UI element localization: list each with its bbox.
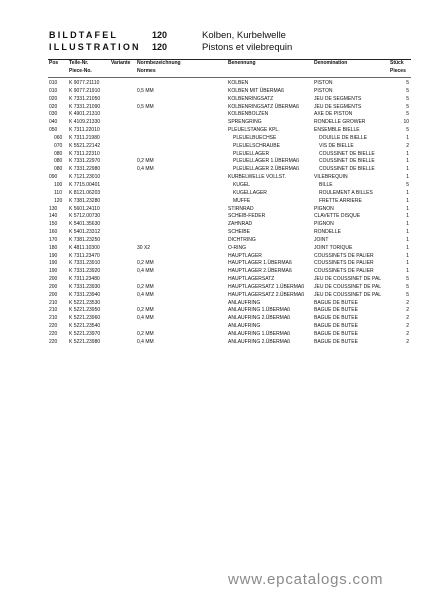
col-header-normes: Normes bbox=[137, 68, 156, 74]
table-row bbox=[0, 268, 425, 276]
cell-part-number: K 7331.23930 bbox=[69, 283, 101, 290]
cell-part-number: K 4811.10300 bbox=[69, 244, 100, 251]
cell-norm: 0,5 MM bbox=[137, 87, 154, 94]
cell-pos: 200 bbox=[49, 283, 58, 290]
cell-part-number: K 7311.23480 bbox=[69, 276, 100, 283]
cell-pos: 200 bbox=[49, 276, 58, 283]
cell-benennung: STIRNRAD bbox=[228, 205, 254, 212]
cell-part-number: K 7381.23250 bbox=[69, 236, 101, 243]
cell-denomination: JEU DE SEGMENTS bbox=[314, 103, 362, 110]
cell-denomination: COUSSINETS DE PALIER bbox=[314, 260, 374, 267]
cell-pos: 080 bbox=[54, 158, 63, 165]
cell-benennung: PLEUELSCHRAUBE bbox=[233, 142, 280, 149]
cell-denomination: VIS DE BIELLE bbox=[319, 142, 354, 149]
watermark-url: www.epcatalogs.com bbox=[228, 571, 384, 588]
cell-norm: 0,2 MM bbox=[137, 260, 154, 267]
cell-benennung: ANLAUFRING 2.ÜBERMAß bbox=[228, 315, 291, 322]
cell-denomination: COUSSINET DE BIELLE bbox=[319, 150, 375, 157]
cell-denomination: JOINT bbox=[314, 236, 329, 243]
cell-quantity: 1 bbox=[406, 197, 409, 204]
cell-benennung: ANLAUFRING bbox=[228, 323, 261, 330]
cell-part-number: K 8121.06203 bbox=[69, 189, 101, 196]
cell-pos: 090 bbox=[49, 174, 58, 181]
table-header-rule bbox=[48, 77, 411, 78]
cell-benennung: HAUPTLAGERSATZ bbox=[228, 276, 275, 283]
cell-benennung: PLEUELLAGER 1.ÜBERMAß bbox=[233, 158, 300, 165]
cell-pos: 220 bbox=[49, 323, 58, 330]
cell-part-number: K 5221.23540 bbox=[69, 323, 101, 330]
table-row bbox=[0, 331, 425, 339]
cell-denomination: BAGUE DE BUTEE bbox=[314, 307, 358, 314]
cell-denomination: FRETTE ARRIERE bbox=[319, 197, 362, 204]
cell-denomination: BAGUE DE BUTEE bbox=[314, 323, 358, 330]
table-row bbox=[0, 315, 425, 323]
cell-benennung: KOLBENRINGSATZ ÜBERMAß bbox=[228, 103, 300, 110]
cell-quantity: 1 bbox=[406, 205, 409, 212]
col-header-stueck: Stück bbox=[390, 60, 404, 66]
cell-part-number: K 5221.23530 bbox=[69, 299, 101, 306]
cell-denomination: BILLE bbox=[319, 181, 333, 188]
cell-quantity: 1 bbox=[406, 260, 409, 267]
table-row bbox=[0, 276, 425, 284]
cell-part-number: K 5221.23970 bbox=[69, 331, 101, 337]
cell-denomination: RONDELLE bbox=[314, 229, 341, 236]
table-row bbox=[0, 119, 425, 127]
cell-part-number: K 5401.23312 bbox=[69, 229, 101, 236]
cell-part-number: K 7331.23940 bbox=[69, 291, 101, 298]
cell-benennung: ANLAUFRING 2.ÜBERMAß bbox=[228, 338, 291, 345]
cell-pos: 220 bbox=[49, 331, 58, 337]
cell-benennung: PLEUELBUECHSE bbox=[233, 134, 277, 141]
cell-norm: 0,4 MM bbox=[137, 315, 154, 322]
cell-quantity: 2 bbox=[406, 307, 409, 314]
cell-denomination: BAGUE DE BUTEE bbox=[314, 315, 358, 322]
cell-pos: 020 bbox=[49, 103, 58, 110]
cell-part-number: K 7121.23010 bbox=[69, 174, 101, 181]
cell-benennung: MUFFE bbox=[233, 197, 251, 204]
cell-quantity: 5 bbox=[406, 127, 409, 134]
cell-benennung: PLEUELLAGER bbox=[233, 150, 270, 157]
table-row bbox=[0, 237, 425, 245]
cell-benennung: ANLAUFRING 1.ÜBERMAß bbox=[228, 307, 291, 314]
cell-benennung: HAUPTLAGER 2.ÜBERMAß bbox=[228, 268, 292, 275]
cell-benennung: PLEUELSTANGE KPL. bbox=[228, 127, 280, 134]
cell-denomination: BAGUE DE BUTEE bbox=[314, 338, 358, 345]
table-row bbox=[0, 323, 425, 331]
cell-benennung: ANLAUFRING 1.ÜBERMAß bbox=[228, 331, 291, 337]
cell-quantity: 1 bbox=[406, 236, 409, 243]
cell-denomination: ENSEMBLE BIELLE bbox=[314, 127, 360, 134]
table-row bbox=[0, 174, 425, 182]
cell-part-number: K 5712.00730 bbox=[69, 213, 101, 220]
header-number-2: 120 bbox=[152, 42, 168, 52]
cell-quantity: 5 bbox=[406, 87, 409, 94]
cell-norm: 0,4 MM bbox=[137, 338, 154, 345]
cell-benennung: KOLBEN MIT ÜBERMAß bbox=[228, 87, 285, 94]
cell-part-number: K 5401.35630 bbox=[69, 221, 101, 228]
table-row bbox=[0, 190, 425, 198]
cell-denomination: AXE DE PISTON bbox=[314, 111, 353, 118]
cell-quantity: 2 bbox=[406, 331, 409, 337]
cell-quantity: 2 bbox=[406, 315, 409, 322]
table-row bbox=[0, 260, 425, 268]
cell-pos: 030 bbox=[49, 111, 58, 118]
cell-denomination: BAGUE DE BUTEE bbox=[314, 299, 358, 306]
cell-part-number: K 7311.22310 bbox=[69, 150, 100, 157]
cell-part-number: K 7331.23920 bbox=[69, 268, 101, 275]
cell-benennung: KUGEL bbox=[233, 181, 250, 188]
col-header-teile-nr: Teile-Nr. bbox=[69, 60, 89, 66]
cell-quantity: 1 bbox=[406, 268, 409, 275]
col-header-piece-no: Piece-No. bbox=[69, 68, 92, 74]
table-row bbox=[0, 182, 425, 190]
cell-pos: 190 bbox=[49, 268, 58, 275]
cell-denomination: PIGNON bbox=[314, 221, 334, 228]
table-row bbox=[0, 300, 425, 308]
header-label-bildtafel: BILDTAFEL bbox=[49, 30, 119, 40]
cell-quantity: 1 bbox=[406, 150, 409, 157]
cell-denomination: JEU DE COUSSINET DE PAL bbox=[314, 283, 382, 290]
col-header-benennung: Benennung bbox=[228, 60, 256, 66]
cell-norm: 0,4 MM bbox=[137, 268, 154, 275]
cell-benennung: PLEUELLAGER 2.ÜBERMAß bbox=[233, 166, 300, 173]
cell-quantity: 5 bbox=[406, 103, 409, 110]
cell-quantity: 1 bbox=[406, 252, 409, 259]
cell-denomination: JOINT TORIQUE bbox=[314, 244, 353, 251]
cell-quantity: 2 bbox=[406, 323, 409, 330]
cell-pos: 210 bbox=[49, 299, 58, 306]
cell-pos: 130 bbox=[49, 205, 58, 212]
cell-quantity: 2 bbox=[406, 338, 409, 345]
cell-denomination: CLAVETTE DISQUE bbox=[314, 213, 361, 220]
cell-pos: 190 bbox=[49, 260, 58, 267]
table-row bbox=[0, 245, 425, 253]
cell-part-number: K 7331.22980 bbox=[69, 166, 101, 173]
cell-pos: 170 bbox=[49, 236, 58, 243]
cell-quantity: 1 bbox=[406, 189, 409, 196]
cell-part-number: K 7331.21090 bbox=[69, 103, 101, 110]
cell-pos: 060 bbox=[54, 134, 63, 141]
cell-pos: 070 bbox=[54, 142, 63, 149]
cell-part-number: K 5221.23950 bbox=[69, 307, 101, 314]
cell-part-number: K 9077.21110 bbox=[69, 80, 100, 86]
cell-benennung: ZAHNRAD bbox=[228, 221, 253, 228]
table-row bbox=[0, 88, 425, 96]
cell-pos: 010 bbox=[49, 87, 58, 94]
table-row bbox=[0, 206, 425, 214]
cell-denomination: COUSSINET DE BIELLE bbox=[319, 166, 375, 173]
cell-benennung: O-RING bbox=[228, 244, 247, 251]
col-header-denomination: Denomination bbox=[314, 60, 348, 66]
cell-pos: 220 bbox=[49, 338, 58, 345]
cell-denomination: DOUILLE DE BIELLE bbox=[319, 134, 368, 141]
cell-benennung: KUGELLAGER bbox=[233, 189, 267, 196]
cell-denomination: BAGUE DE BUTEE bbox=[314, 331, 358, 337]
cell-norm: 0,2 MM bbox=[137, 331, 154, 337]
cell-benennung: HAUPTLAGERSATZ 2.ÜBERMAß bbox=[228, 291, 305, 298]
table-row bbox=[0, 213, 425, 221]
cell-norm: 0,4 MM bbox=[137, 166, 154, 173]
cell-quantity: 2 bbox=[406, 299, 409, 306]
table-row bbox=[0, 151, 425, 159]
cell-pos: 040 bbox=[49, 119, 58, 126]
table-row bbox=[0, 111, 425, 119]
cell-denomination: JEU DE COUSSINET DE PAL bbox=[314, 291, 382, 298]
cell-part-number: K 7311.21980 bbox=[69, 134, 100, 141]
cell-pos: 080 bbox=[54, 166, 63, 173]
cell-benennung: KOLBENBOLZEN bbox=[228, 111, 269, 118]
cell-pos: 140 bbox=[49, 213, 58, 220]
cell-quantity: 1 bbox=[406, 229, 409, 236]
cell-pos: 210 bbox=[49, 315, 58, 322]
cell-denomination: JEU DE COUSSINET DE PAL bbox=[314, 276, 382, 283]
cell-norm: 30 X2 bbox=[137, 244, 151, 251]
header-title-french: Pistons et vilebrequin bbox=[202, 42, 293, 53]
table-row bbox=[0, 339, 425, 347]
cell-norm: 0,4 MM bbox=[137, 291, 154, 298]
cell-part-number: K 7331.21050 bbox=[69, 95, 101, 102]
cell-pos: 180 bbox=[49, 244, 58, 251]
cell-pos: 080 bbox=[54, 150, 63, 157]
cell-part-number: K 7381.23280 bbox=[69, 197, 101, 204]
col-header-pos: Pos bbox=[49, 60, 59, 66]
cell-benennung: KURBELWELLE VOLLST. bbox=[228, 174, 286, 181]
cell-part-number: K 7331.23910 bbox=[69, 260, 101, 267]
cell-part-number: K 7715.00401 bbox=[69, 181, 101, 188]
table-row bbox=[0, 221, 425, 229]
col-header-variante: Variante bbox=[111, 60, 131, 66]
cell-pos: 200 bbox=[49, 291, 58, 298]
parts-table-body bbox=[0, 80, 425, 347]
cell-benennung: SPRENGRING bbox=[228, 119, 262, 126]
cell-denomination: COUSSINET DE BIELLE bbox=[319, 158, 375, 165]
col-header-normbezeichnung: Normbezeichnung bbox=[137, 60, 181, 66]
cell-denomination: ROULEMENT A BILLES bbox=[319, 189, 373, 196]
table-row bbox=[0, 104, 425, 112]
header-label-illustration: ILLUSTRATION bbox=[49, 42, 141, 52]
cell-denomination: PISTON bbox=[314, 80, 333, 86]
cell-quantity: 2 bbox=[406, 142, 409, 149]
cell-part-number: K 4901.21310 bbox=[69, 111, 101, 118]
header-title-german: Kolben, Kurbelwelle bbox=[202, 30, 286, 41]
cell-pos: 020 bbox=[49, 95, 58, 102]
cell-quantity: 1 bbox=[406, 134, 409, 141]
table-row bbox=[0, 135, 425, 143]
table-row bbox=[0, 80, 425, 88]
cell-part-number: K 7311.23470 bbox=[69, 252, 100, 259]
table-row bbox=[0, 127, 425, 135]
cell-pos: 190 bbox=[49, 252, 58, 259]
table-row bbox=[0, 253, 425, 261]
cell-quantity: 1 bbox=[406, 221, 409, 228]
cell-quantity: 5 bbox=[406, 283, 409, 290]
cell-quantity: 1 bbox=[406, 213, 409, 220]
cell-benennung: KOLBENRINGSATZ bbox=[228, 95, 274, 102]
cell-quantity: 5 bbox=[406, 111, 409, 118]
cell-quantity: 5 bbox=[406, 276, 409, 283]
header-number-1: 120 bbox=[152, 30, 168, 40]
col-header-pieces: Pieces bbox=[390, 68, 406, 74]
cell-benennung: DICHTRING bbox=[228, 236, 256, 243]
cell-benennung: SCHEIB-FEDER bbox=[228, 213, 266, 220]
cell-part-number: K 9077.21910 bbox=[69, 87, 101, 94]
table-row bbox=[0, 229, 425, 237]
cell-quantity: 1 bbox=[406, 158, 409, 165]
cell-quantity: 5 bbox=[406, 181, 409, 188]
table-row bbox=[0, 143, 425, 151]
cell-denomination: PISTON bbox=[314, 87, 333, 94]
cell-part-number: K 4109.21330 bbox=[69, 119, 101, 126]
table-row bbox=[0, 166, 425, 174]
cell-quantity: 5 bbox=[406, 95, 409, 102]
cell-part-number: K 5221.23980 bbox=[69, 338, 101, 345]
table-row bbox=[0, 198, 425, 206]
cell-part-number: K 7311.22010 bbox=[69, 127, 100, 134]
cell-part-number: K 5221.23960 bbox=[69, 315, 101, 322]
cell-part-number: K 7331.22970 bbox=[69, 158, 101, 165]
cell-pos: 160 bbox=[49, 229, 58, 236]
cell-quantity: 1 bbox=[406, 244, 409, 251]
cell-benennung: HAUPTLAGER bbox=[228, 252, 262, 259]
cell-denomination: COUSSINETS DE PALIER bbox=[314, 252, 374, 259]
cell-norm: 0,2 MM bbox=[137, 283, 154, 290]
cell-benennung: HAUPTLAGERSATZ 1.ÜBERMAß bbox=[228, 283, 305, 290]
table-row bbox=[0, 292, 425, 300]
cell-norm: 0,5 MM bbox=[137, 103, 154, 110]
cell-benennung: HAUPTLAGER 1.ÜBERMAß bbox=[228, 260, 292, 267]
cell-denomination: JEU DE SEGMENTS bbox=[314, 95, 362, 102]
table-row bbox=[0, 96, 425, 104]
cell-part-number: K 5601.24110 bbox=[69, 205, 100, 212]
cell-pos: 210 bbox=[49, 307, 58, 314]
cell-denomination: RONDELLE GROWER bbox=[314, 119, 366, 126]
cell-pos: 050 bbox=[49, 127, 58, 134]
cell-benennung: ANLAUFRING bbox=[228, 299, 261, 306]
cell-pos: 100 bbox=[54, 181, 63, 188]
cell-pos: 110 bbox=[54, 189, 62, 196]
cell-denomination: COUSSINETS DE PALIER bbox=[314, 268, 374, 275]
cell-norm: 0,2 MM bbox=[137, 158, 154, 165]
table-row bbox=[0, 158, 425, 166]
table-row bbox=[0, 307, 425, 315]
cell-denomination: PIGNON bbox=[314, 205, 334, 212]
cell-quantity: 5 bbox=[406, 80, 409, 86]
cell-pos: 010 bbox=[49, 80, 58, 86]
cell-pos: 120 bbox=[54, 197, 63, 204]
table-row bbox=[0, 284, 425, 292]
cell-quantity: 1 bbox=[406, 166, 409, 173]
cell-benennung: KOLBEN bbox=[228, 80, 249, 86]
cell-pos: 150 bbox=[49, 221, 58, 228]
cell-quantity: 10 bbox=[403, 119, 409, 126]
cell-quantity: 1 bbox=[406, 174, 409, 181]
cell-quantity: 5 bbox=[406, 291, 409, 298]
cell-norm: 0,2 MM bbox=[137, 307, 154, 314]
cell-benennung: SCHEIBE bbox=[228, 229, 250, 236]
cell-part-number: K 5521.22142 bbox=[69, 142, 101, 149]
cell-denomination: VILEBREQUIN bbox=[314, 174, 348, 181]
